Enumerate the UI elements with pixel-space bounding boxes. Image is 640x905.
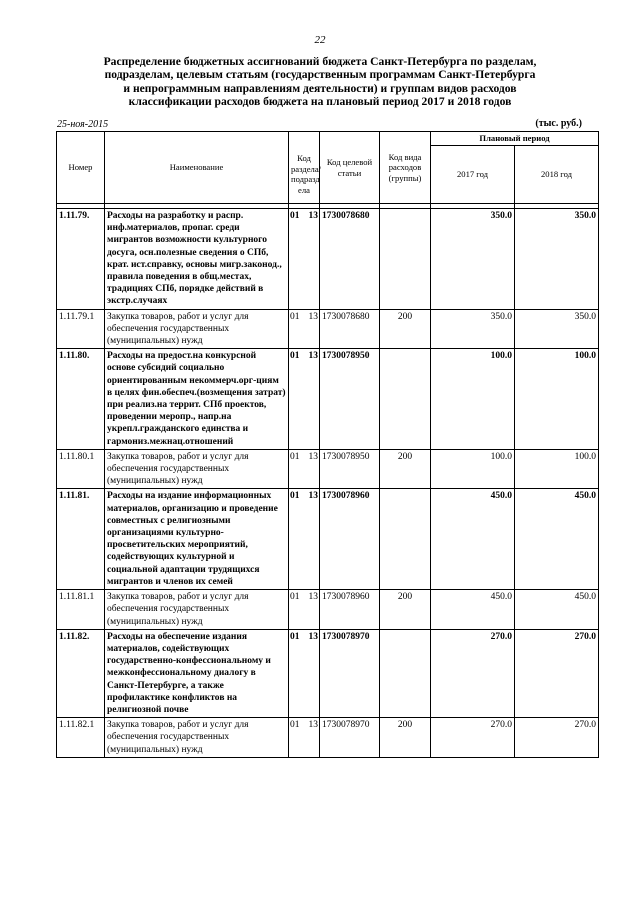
row-amount-2018: 100.0	[515, 449, 599, 489]
row-expense-group: 200	[380, 449, 431, 489]
row-section-code: 01	[289, 349, 304, 450]
row-name: Закупка товаров, работ и услуг для обеспечения государственных (муниципальных) нужд	[105, 309, 289, 349]
row-amount-2018: 350.0	[515, 309, 599, 349]
table-row	[57, 489, 599, 590]
row-section-code: 01	[289, 629, 304, 717]
row-amount-2018: 350.0	[515, 209, 599, 310]
row-amount-2017: 350.0	[431, 309, 515, 349]
row-subsection-code: 13	[304, 590, 320, 630]
row-subsection-code: 13	[304, 349, 320, 450]
row-subsection-code: 13	[304, 449, 320, 489]
col-header-2017: 2017 год	[431, 146, 515, 204]
row-amount-2017: 450.0	[431, 489, 515, 590]
col-header-section-code: Код раздела/ подразд ела	[289, 132, 320, 204]
row-name: Закупка товаров, работ и услуг для обеспечения государственных (муниципальных) нужд	[105, 718, 289, 758]
row-amount-2017: 270.0	[431, 629, 515, 717]
row-number: 1.11.82.1	[57, 718, 105, 758]
title-line: и непрограммным направлениям деятельности) и группам видов расходов	[123, 81, 517, 95]
row-number: 1.11.79.1	[57, 309, 105, 349]
row-article-code: 1730078960	[320, 489, 380, 590]
title-line: подразделам, целевым статьям (государственным программам Санкт-Петербурга	[104, 68, 536, 82]
row-section-code: 01	[289, 489, 304, 590]
col-header-expense-group: Код вида расходов (группы)	[380, 132, 431, 204]
units-label: (тыс. руб.)	[535, 118, 582, 129]
row-amount-2017: 100.0	[431, 349, 515, 450]
table-row	[57, 309, 599, 349]
row-subsection-code: 13	[304, 718, 320, 758]
document-title	[60, 55, 580, 109]
col-header-article-code: Код целевой статьи	[320, 132, 380, 204]
table-row	[57, 449, 599, 489]
row-expense-group: 200	[380, 590, 431, 630]
row-name: Расходы на издание информационных материалов, организацию и проведение совместных с религиозными организациями культурно-просветительских мероприятий, содействующих культурной и социальной адаптации трудящихся мигрантов и членов их семей	[105, 489, 289, 590]
row-amount-2017: 450.0	[431, 590, 515, 630]
row-number: 1.11.81.1	[57, 590, 105, 630]
row-number: 1.11.79.	[57, 209, 105, 310]
row-subsection-code: 13	[304, 209, 320, 310]
col-header-number: Номер	[57, 132, 105, 204]
row-amount-2018: 100.0	[515, 349, 599, 450]
table-row	[57, 590, 599, 630]
table-row	[57, 629, 599, 717]
row-amount-2018: 270.0	[515, 629, 599, 717]
row-amount-2018: 450.0	[515, 489, 599, 590]
row-expense-group: 200	[380, 718, 431, 758]
row-amount-2017: 100.0	[431, 449, 515, 489]
row-article-code: 1730078970	[320, 629, 380, 717]
table-body	[57, 209, 599, 758]
header-row	[57, 132, 599, 146]
table-row	[57, 349, 599, 450]
row-expense-group: 200	[380, 309, 431, 349]
row-amount-2017: 270.0	[431, 718, 515, 758]
row-name: Закупка товаров, работ и услуг для обеспечения государственных (муниципальных) нужд	[105, 449, 289, 489]
row-number: 1.11.82.	[57, 629, 105, 717]
row-section-code: 01	[289, 590, 304, 630]
row-number: 1.11.81.	[57, 489, 105, 590]
row-amount-2018: 270.0	[515, 718, 599, 758]
row-number: 1.11.80.	[57, 349, 105, 450]
row-expense-group	[380, 489, 431, 590]
row-subsection-code: 13	[304, 309, 320, 349]
table-row	[57, 209, 599, 310]
row-article-code: 1730078680	[320, 309, 380, 349]
budget-table	[56, 131, 599, 758]
row-name: Закупка товаров, работ и услуг для обеспечения государственных (муниципальных) нужд	[105, 590, 289, 630]
row-expense-group	[380, 629, 431, 717]
row-article-code: 1730078680	[320, 209, 380, 310]
row-expense-group	[380, 209, 431, 310]
row-section-code: 01	[289, 718, 304, 758]
row-amount-2017: 350.0	[431, 209, 515, 310]
row-name: Расходы на обеспечение издания материалов, содействующих государственно-конфессиональному и межконфессиональному диалогу в Санкт-Петербурге, а также профилактике конфликтов на религиозной почве	[105, 629, 289, 717]
table-row	[57, 718, 599, 758]
col-header-planned-period: Плановый период	[431, 132, 599, 146]
row-number: 1.11.80.1	[57, 449, 105, 489]
row-article-code: 1730078950	[320, 349, 380, 450]
row-amount-2018: 450.0	[515, 590, 599, 630]
document-date: 25-ноя-2015	[57, 119, 109, 130]
row-section-code: 01	[289, 449, 304, 489]
col-header-name: Наименование	[105, 132, 289, 204]
title-line: классификации расходов бюджета на плановый период 2017 и 2018 годов	[128, 95, 512, 109]
row-expense-group	[380, 349, 431, 450]
title-line: Распределение бюджетных ассигнований бюджета Санкт-Петербурга по разделам,	[103, 55, 537, 68]
row-section-code: 01	[289, 309, 304, 349]
row-section-code: 01	[289, 209, 304, 310]
row-name: Расходы на предост.на конкурсной основе субсидий социально ориентированным некоммерч.орг-циям в целях фин.обеспеч.(возмещения затрат) при реализ.на террит. СПб проектов, проведении меропр., напр.на укрепл.гражданского единства и гармониз.межнац.отношений	[105, 349, 289, 450]
page-number: 22	[314, 34, 326, 46]
row-article-code: 1730078970	[320, 718, 380, 758]
row-subsection-code: 13	[304, 489, 320, 590]
row-name: Расходы на разработку и распр. инф.материалов, пропаг. среди мигрантов возможности культурного досуга, осн.полезные сведения о СПб, крат. ист.справку, основы мигр.законод., правила поведения в общ.местах, традициях СПб, порядке действий в экстр.случаях	[105, 209, 289, 310]
row-article-code: 1730078960	[320, 590, 380, 630]
row-subsection-code: 13	[304, 629, 320, 717]
row-article-code: 1730078950	[320, 449, 380, 489]
col-header-2018: 2018 год	[515, 146, 599, 204]
